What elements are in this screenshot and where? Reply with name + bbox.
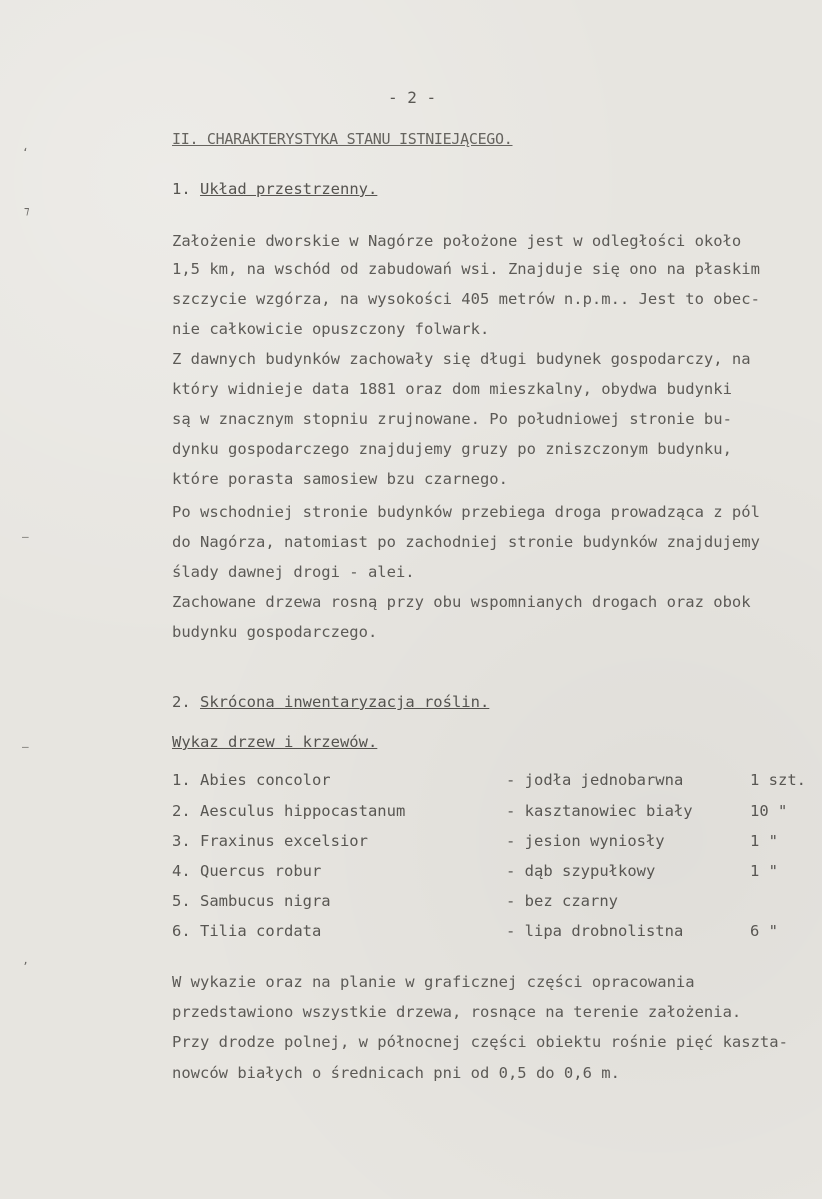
margin-mark: ⁊: [24, 204, 30, 217]
latin-name: 6. Tilia cordata: [172, 922, 322, 940]
text-line: 1,5 km, na wschód od zabudowań wsi. Znajduje się ono na płaskim: [172, 260, 760, 278]
text-line: Zachowane drzewa rosną przy obu wspomnianych drogach oraz obok: [172, 593, 751, 611]
latin-name: 2. Aesculus hippocastanum: [172, 802, 406, 820]
text-line: przedstawiono wszystkie drzewa, rosnące na terenie założenia.: [172, 1003, 742, 1021]
text-line: do Nagórza, natomiast po zachodniej stronie budynków znajdujemy: [172, 533, 760, 551]
subsection-heading-2: [172, 693, 489, 711]
text-line: które porasta samosiew bzu czarnego.: [172, 470, 508, 488]
page-number: - 2 -: [388, 88, 437, 107]
polish-name: - jesion wyniosły: [506, 832, 665, 850]
subsection-number: 1.: [172, 180, 191, 198]
list-title-text: Wykaz drzew i krzewów.: [172, 733, 378, 751]
latin-name: 3. Fraxinus excelsior: [172, 832, 368, 850]
list-item: [172, 771, 812, 793]
text-line: który widnieje data 1881 oraz dom mieszkalny, obydwa budynki: [172, 380, 732, 398]
text-line: są w znacznym stopniu zrujnowane. Po południowej stronie bu-: [172, 410, 732, 428]
list-item: [172, 862, 812, 884]
text-line: szczycie wzgórza, na wysokości 405 metrów n.p.m.. Jest to obec-: [172, 290, 760, 308]
text-line: Z dawnych budynków zachowały się długi budynek gospodarczy, na: [172, 350, 751, 368]
text-line: dynku gospodarczego znajdujemy gruzy po zniszczonym budynku,: [172, 440, 732, 458]
text-line: Po wschodniej stronie budynków przebiega droga prowadząca z pól: [172, 503, 760, 521]
text-line: W wykazie oraz na planie w graficznej części opracowania: [172, 973, 695, 991]
latin-name: 1. Abies concolor: [172, 771, 331, 789]
subsection-title: Układ przestrzenny.: [200, 180, 378, 198]
list-item: [172, 922, 812, 944]
latin-name: 5. Sambucus nigra: [172, 892, 331, 910]
polish-name: - bez czarny: [506, 892, 618, 910]
polish-name: - jodła jednobarwna: [506, 771, 684, 789]
count: 6 ": [750, 922, 778, 940]
count: 1 szt.: [750, 771, 806, 789]
list-item: [172, 892, 812, 914]
count: 1 ": [750, 832, 778, 850]
margin-mark: –: [22, 530, 29, 543]
margin-mark: ʻ: [22, 146, 29, 159]
section-title: II. CHARAKTERYSTYKA STANU ISTNIEJĄCEGO.: [172, 130, 513, 148]
text-line: ślady dawnej drogi - alei.: [172, 563, 415, 581]
list-title: [172, 733, 377, 751]
text-line: Założenie dworskie w Nagórze położone jest w odległości około: [172, 232, 742, 250]
subsection-heading-1: [172, 180, 377, 198]
list-item: [172, 832, 812, 854]
margin-mark: –: [22, 740, 29, 753]
latin-name: 4. Quercus robur: [172, 862, 322, 880]
subsection-title: Skrócona inwentaryzacja roślin.: [200, 693, 490, 711]
text-line: budynku gospodarczego.: [172, 623, 378, 641]
list-item: [172, 802, 812, 824]
polish-name: - dąb szypułkowy: [506, 862, 656, 880]
subsection-number: 2.: [172, 693, 191, 711]
polish-name: - kasztanowiec biały: [506, 802, 693, 820]
polish-name: - lipa drobnolistna: [506, 922, 684, 940]
text-line: nowców białych o średnicach pni od 0,5 do 0,6 m.: [172, 1064, 620, 1082]
text-line: Przy drodze polnej, w północnej części obiektu rośnie pięć kaszta-: [172, 1033, 788, 1051]
count: 10 ": [750, 802, 788, 820]
margin-mark: ʼ: [22, 960, 29, 973]
text-line: nie całkowicie opuszczony folwark.: [172, 320, 490, 338]
count: 1 ": [750, 862, 778, 880]
